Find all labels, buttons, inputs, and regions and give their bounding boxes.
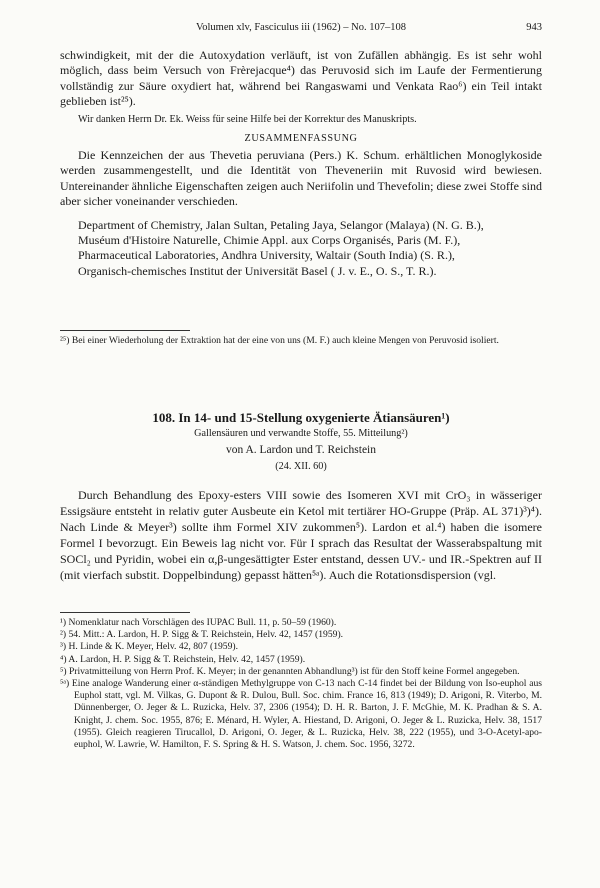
summary-heading: ZUSAMMENFASSUNG: [244, 132, 358, 144]
footnote-rule: [60, 330, 190, 331]
running-title: Volumen xlv, Fasciculus iii (1962) – No. 107–108: [196, 22, 406, 33]
page-number: 943: [526, 22, 542, 33]
acknowledgement: Wir danken Herrn Dr. Ek. Weiss für seine Hilfe bei der Korrektur des Manuskripts.: [78, 113, 417, 125]
footnote-block-top: [60, 335, 542, 347]
article-subtitle: Gallensäuren und verwandte Stoffe, 55. Mitteilung²): [194, 428, 408, 440]
address-line: Organisch-chemisches Institut der Universität Basel ( J. v. E., O. S., T. R.).: [78, 263, 437, 278]
article-title: 108. In 14- und 15-Stellung oxygenierte Ätiansäuren¹): [152, 410, 450, 425]
article-authors: von A. Lardon und T. Reichstein: [225, 443, 376, 456]
article-108: [60, 410, 542, 583]
footnote-block-bottom: [60, 617, 542, 751]
footnote-2: ²) 54. Mitt.: A. Lardon, H. P. Sigg & T. Reichstein, Helv. 42, 1457 (1959).: [60, 629, 344, 641]
address-line: Pharmaceutical Laboratories, Andhra University, Waltair (South India) (S. R.),: [78, 248, 455, 263]
article-body: Durch Behandlung des Epoxy-esters VIII sowie des Isomeren XVI mit CrO₃ in wässeriger Essigsäure entsteht in relativ guter Ausbeute ein Ketol mit tertiärer HO-Gruppe (Präp. AL 371)³)⁴). Nach Linde & Meyer³) sollte ihm Formel XIV zukommen⁵). Lardon et al.⁴) haben die isomere Formel I bevorzugt. Ein Beweis lag nicht vor. Für I sprach das Resultat der Wasserabspaltung mit SOCl₂ und Pyridin, wobei ein α,β-ungesättigter Ester entstand, dessen UV.- und IR.-Spektren auf II (mit vierfach substit. Doppelbindung) gepasst hätten⁵ᵃ). Auch die Rotationsdispersion (vgl.: [60, 488, 542, 583]
footnote-rule: [60, 612, 190, 613]
address-line: Muséum d'Histoire Naturelle, Chimie Appl. aux Corps Organisés, Paris (M. F.),: [78, 233, 461, 248]
footnote-1: ¹) Nomenklatur nach Vorschlägen des IUPAC Bull. 11, p. 50–59 (1960).: [60, 617, 337, 628]
summary-paragraph: Die Kennzeichen der aus Thevetia peruviana (Pers.) K. Schum. erhältlichen Monoglykoside werden zusammengestellt, und die Identität von Theveneriin mit Ruvosid wird bewiesen. Untereinander ähnliche Eigenschaften zeigen auch Neriifolin und Thevefolin; diese zwei Stoffe sind aber sicher voneinander verschieden.: [60, 148, 542, 209]
footnote-3: ³) H. Linde & K. Meyer, Helv. 42, 807 (1959).: [60, 641, 238, 653]
running-header: [60, 22, 542, 33]
address-block: [60, 218, 542, 280]
previous-article-end: [60, 48, 542, 279]
footnote-4: ⁴) A. Lardon, H. P. Sigg & T. Reichstein, Helv. 42, 1457 (1959).: [60, 653, 306, 665]
continuation-paragraph: schwindigkeit, mit der die Autoxydation verläuft, ist von Zufällen abhängig. Es ist sehr wohl möglich, dass beim Versuch von Frèrejacque⁴) das Peruvosid sich im Laufe der Fermentierung vollständig zur Säure oxydiert hat, während bei Rangaswami und Venkata Rao⁶) ein Teil intakt geblieben ist²⁵).: [60, 48, 542, 109]
footnote-5: ⁵) Privatmitteilung von Herrn Prof. K. Meyer; in der genannten Abhandlung³) ist für den Stoff keine Formel angegeben.: [60, 665, 520, 677]
footnote-5a: ⁵ᵃ) Eine analoge Wanderung einer α-ständigen Methylgruppe von C-13 nach C-14 findet bei der Bildung von Iso-euphol aus Euphol statt, vgl. M. Vilkas, G. Dupont & R. Dulou, Bull. Soc. chim. France 16, 813 (1949); D. Arigoni, R. Viterbo, M. Dünnenberger, O. Jeger & L. Ruzicka, Helv. 37, 2306 (1954); D. H. R. Barton, J. F. McGhie, M. K. Pradhan & S. A. Knight, J. chem. Soc. 1955, 876; E. Ménard, H. Wyler, A. Hiestand, D. Arigoni, O. Jeger & L. Ruzicka, Helv. 38, 1517 (1955). Gleich reagieren Tirucallol, D. Arigoni, O. Jeger, & L. Ruzicka, Helv. 38, 222 (1955), und 3-O-Acetyl-apo-euphol, W. Lawrie, W. Hamilton, F. S. Spring & H. S. Watson, J. chem. Soc. 1956, 3272.: [60, 678, 542, 751]
address-line: Department of Chemistry, Jalan Sultan, Petaling Jaya, Selangor (Malaya) (N. G. B.),: [78, 217, 484, 232]
article-date: (24. XII. 60): [275, 461, 327, 473]
footnote-25: ²⁵) Bei einer Wiederholung der Extraktion hat der eine von uns (M. F.) auch kleine Mengen von Peruvosid isoliert.: [60, 335, 499, 346]
